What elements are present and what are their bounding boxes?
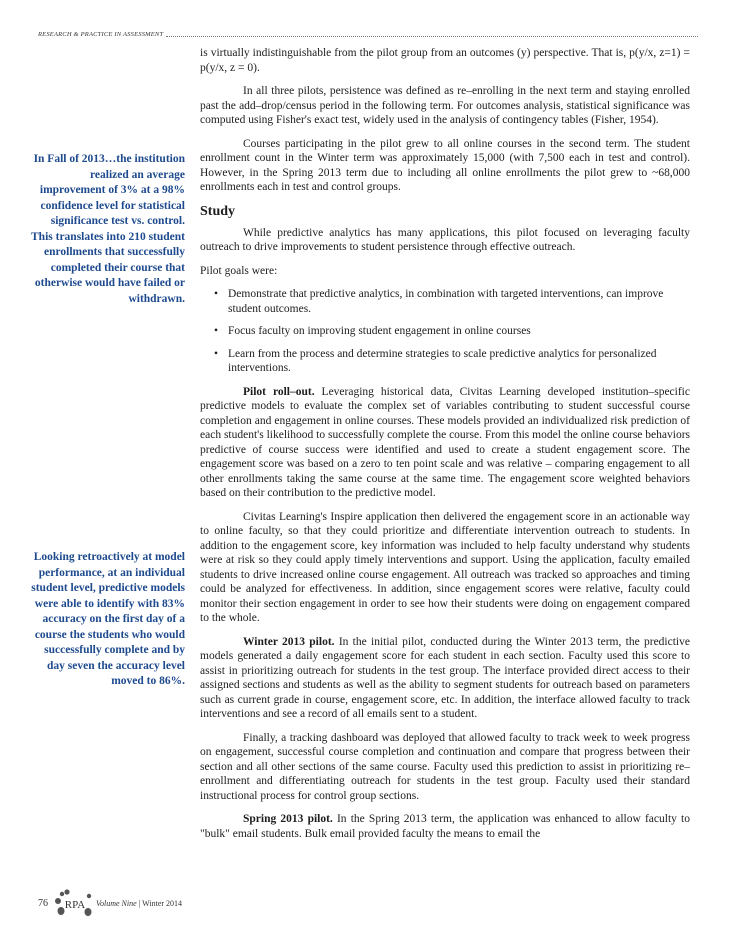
list-item bbox=[214, 287, 690, 316]
sidebar-pull-quote-1: In Fall of 2013…the institution realized an average improvement of 3% at a 98% confidence level for statistical significance test vs. control. This translates into 210 student enrollments that successfully completed their course that otherwise would have failed or withdrawn. bbox=[31, 153, 185, 305]
section-heading-study: Study bbox=[200, 203, 236, 219]
list-item bbox=[214, 324, 690, 339]
list-item-text: Demonstrate that predictive analytics, in combination with targeted interventions, can improve student outcomes. bbox=[228, 288, 664, 315]
paragraph-dashboard: Finally, a tracking dashboard was deployed that allowed faculty to track week to week progress on engagement, successful course completion and continuation and compare that progress between their section and all other sections of the same course. Faculty used this prediction to assist in prioritizing re–enrollment and differentiating outreach for students in the test group. Faculty used their standard instructional process for control group sections. bbox=[200, 731, 690, 802]
list-item-text: Focus faculty on improving student engagement in online courses bbox=[228, 325, 531, 337]
issue-label: Winter 2014 bbox=[142, 898, 183, 908]
paragraph-persistence: In all three pilots, persistence was defined as re–enrolling in the next term and staying enrolled past the add–drop/census period in the following term. For outcomes analysis, statistical significance was computed using Fisher's exact test, widely used in the analysis of contingency tables (Fisher, 1954). bbox=[200, 85, 690, 126]
list-item bbox=[214, 347, 690, 376]
issue-separator: | bbox=[136, 898, 143, 908]
list-item-text: Learn from the process and determine strategies to scale predictive analytics for personalized interventions. bbox=[228, 347, 657, 374]
pilot-goals-list bbox=[200, 287, 690, 376]
runin-heading-winter-pilot: Winter 2013 pilot. bbox=[243, 635, 335, 648]
volume-label: Volume Nine bbox=[96, 898, 137, 908]
issue-info bbox=[96, 899, 182, 908]
bullet-icon: • bbox=[214, 325, 219, 337]
running-head bbox=[38, 31, 698, 38]
running-head-text: RESEARCH & PRACTICE IN ASSESSMENT bbox=[38, 31, 164, 38]
runin-heading-pilot-rollout: Pilot roll–out. bbox=[243, 385, 315, 398]
paragraph-spring-pilot bbox=[200, 812, 690, 841]
running-head-rule bbox=[166, 32, 698, 37]
paragraph-inspire: Civitas Learning's Inspire application then delivered the engagement score in an actionable way to online faculty, so that they could prioritize and differentiate intervention outreach to students. In addition to the engagement score, key information was included to help faculty understand why students were at risk so they could apply timely interventions and support. Using the application, faculty emailed students to drive increased online course engagement. All outreach was tracked so approaches and timing could be analyzed for effectiveness. In addition, since engagement scores were relative, faculty could monitor their section engagement in order to see how their students were doing on engagement compared to the whole. bbox=[200, 510, 690, 624]
runin-heading-spring-pilot: Spring 2013 pilot. bbox=[243, 813, 333, 825]
page-footer bbox=[38, 888, 182, 918]
paragraph-pilot-goals: Pilot goals were: bbox=[200, 264, 278, 277]
logo-wordmark: RPA bbox=[64, 899, 86, 911]
paragraph-outcomes: is virtually indistinguishable from the pilot group from an outcomes (y) perspective. That is, p(y/x, z=1) = p(y/x, z = 0). bbox=[200, 47, 690, 74]
rpa-logo-icon bbox=[54, 888, 94, 918]
paragraph-text: In the Spring 2013 term, the application was enhanced to allow faculty to "bulk" email students. Bulk email provided faculty the means to email the bbox=[200, 813, 690, 840]
bullet-icon: • bbox=[214, 347, 219, 360]
paragraph-text: Leveraging historical data, Civitas Learning developed institution–specific predictive models to evaluate the complex set of variables contributing to student successful course completion and engagement in online courses. These models provided an individualized risk prediction of each student's likelihood to successfully complete the course. From this model the online course behaviors predictive of course success were identified and used to create a student engagement score. The engagement score was based on a zero to ten point scale and was relative – comparing engagement to all other enrollments taking the same course at the same time. The engagement score weighted behaviors based on their contribution to the predictive model. bbox=[200, 385, 690, 499]
sidebar-pull-quote-2: Looking retroactively at model performance, at an individual student level, predictive models were able to identify with 83% accuracy on the first day of a course the students who would successfully complete and by day seven the accuracy level moved to 86%. bbox=[31, 551, 185, 687]
paragraph-winter-pilot bbox=[200, 635, 690, 722]
paragraph-study-intro: While predictive analytics has many applications, this pilot focused on leveraging faculty outreach to drive improvements to student persistence through effective outreach. bbox=[200, 226, 690, 253]
paragraph-text: In the initial pilot, conducted during the Winter 2013 term, the predictive models generated a daily engagement score for each student in each section. Faculty used this score to assist in prioritizing outreach for students in the test group. The interface provided direct access to their assigned sections and students as well as the ability to segment students for outreach based on parameters such as current grade in course, engagement score, etc. In addition, the interface allowed faculty to track interventions and see a record of all emails sent to a student. bbox=[200, 635, 690, 720]
paragraph-pilot-rollout bbox=[200, 385, 690, 501]
bullet-icon: • bbox=[214, 288, 219, 300]
page-number: 76 bbox=[38, 897, 48, 909]
paragraph-courses: Courses participating in the pilot grew to all online courses in the second term. The student enrollment count in the Winter term was approximately 15,000 (with 7,500 each in test and control). However, in the Spring 2013 term due to including all online enrollments the pilot grew to ~68,000 enrollments each in test and control groups. bbox=[200, 137, 690, 193]
main-column bbox=[200, 46, 690, 850]
